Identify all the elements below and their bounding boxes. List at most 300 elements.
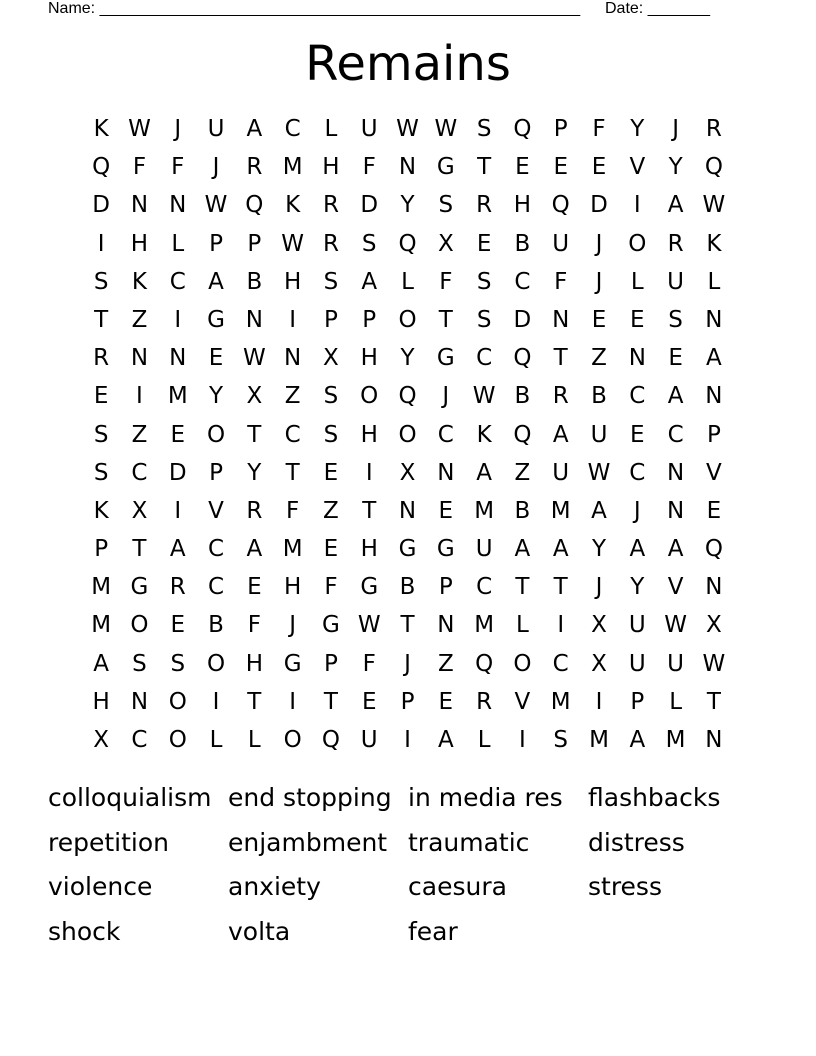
grid-letter: T bbox=[477, 154, 492, 181]
grid-letter: N bbox=[437, 612, 455, 639]
grid-letter: J bbox=[595, 574, 603, 601]
grid-letter: Q bbox=[245, 192, 264, 219]
grid-letter: U bbox=[628, 650, 646, 677]
word-bank-item: fear bbox=[408, 917, 458, 947]
grid-letter: L bbox=[209, 727, 223, 753]
grid-letter: Q bbox=[513, 116, 532, 142]
grid-letter: R bbox=[667, 230, 684, 257]
grid-letter: T bbox=[553, 574, 568, 601]
grid-letter: G bbox=[436, 536, 455, 563]
grid-letter: Q bbox=[551, 192, 570, 219]
grid-letter: N bbox=[284, 345, 302, 372]
grid-letter: Y bbox=[247, 459, 262, 486]
grid-letter: C bbox=[667, 421, 684, 448]
grid-letter: D bbox=[168, 459, 187, 486]
grid-letter: M bbox=[91, 612, 112, 639]
grid-letter: P bbox=[553, 116, 568, 142]
grid-letter: P bbox=[400, 688, 415, 715]
grid-letter: R bbox=[552, 383, 569, 410]
grid-letter: D bbox=[92, 192, 110, 219]
grid-letter: V bbox=[667, 574, 684, 601]
grid-letter: A bbox=[552, 421, 569, 448]
grid-letter: F bbox=[286, 497, 300, 524]
date-label: Date: bbox=[605, 0, 644, 17]
grid-letter: X bbox=[323, 345, 339, 372]
grid-letter: B bbox=[514, 383, 531, 410]
grid-letter: C bbox=[437, 421, 454, 448]
grid-letter: C bbox=[169, 268, 186, 295]
name-blank: ______________________________________________________ bbox=[99, 0, 581, 17]
grid-letter: X bbox=[93, 727, 110, 753]
grid-letter: E bbox=[476, 230, 492, 257]
word-bank-item: repetition bbox=[48, 827, 169, 857]
grid-letter: J bbox=[595, 230, 603, 257]
grid-letter: X bbox=[706, 612, 722, 639]
grid-letter: F bbox=[132, 154, 147, 181]
grid-letter: P bbox=[630, 688, 645, 715]
grid-letter: R bbox=[246, 497, 263, 524]
word-bank-item: stress bbox=[588, 872, 662, 902]
grid-letter: S bbox=[438, 192, 454, 219]
grid-letter: O bbox=[398, 421, 417, 448]
grid-letter: O bbox=[206, 650, 226, 677]
grid-letter: E bbox=[438, 497, 454, 524]
grid-letter: E bbox=[591, 306, 607, 333]
grid-letter: A bbox=[361, 268, 378, 295]
grid-letter: T bbox=[247, 421, 262, 448]
grid-letter: T bbox=[323, 688, 338, 715]
grid-letter: C bbox=[284, 421, 301, 448]
grid-letter: Q bbox=[513, 345, 532, 372]
grid-letter: C bbox=[208, 536, 225, 563]
grid-letter: E bbox=[668, 345, 683, 372]
grid-letter: Y bbox=[400, 345, 415, 372]
grid-letter: P bbox=[438, 574, 453, 601]
grid-letter: Q bbox=[475, 650, 494, 677]
word-bank-item: enjambment bbox=[228, 827, 388, 857]
grid-letter: I bbox=[174, 306, 182, 333]
grid-letter: S bbox=[323, 268, 339, 295]
grid-letter: Q bbox=[513, 421, 532, 448]
grid-letter: I bbox=[136, 383, 143, 410]
grid-letter: J bbox=[174, 116, 182, 142]
grid-letter: T bbox=[285, 459, 300, 486]
grid-letter: R bbox=[93, 345, 110, 372]
grid-letter: C bbox=[629, 459, 646, 486]
grid-letter: A bbox=[93, 650, 110, 677]
grid-letter: J bbox=[595, 268, 603, 295]
grid-letter: E bbox=[706, 497, 722, 524]
word-bank-item: traumatic bbox=[408, 827, 530, 857]
grid-letter: I bbox=[595, 688, 603, 715]
grid-letter: T bbox=[247, 688, 262, 715]
grid-letter: U bbox=[360, 727, 378, 753]
grid-letter: H bbox=[92, 688, 110, 715]
grid-letter: L bbox=[516, 612, 529, 639]
grid-letter: J bbox=[212, 154, 220, 181]
grid-letter: A bbox=[476, 459, 492, 486]
grid-letter: X bbox=[131, 497, 148, 524]
grid-letter: N bbox=[705, 306, 723, 333]
grid-letter: K bbox=[706, 230, 722, 257]
grid-letter: R bbox=[705, 116, 722, 142]
grid-letter: G bbox=[130, 574, 149, 601]
grid-letter: H bbox=[360, 345, 378, 372]
grid-letter: W bbox=[434, 116, 458, 142]
grid-letter: W bbox=[204, 192, 228, 219]
grid-letter: H bbox=[322, 154, 340, 181]
grid-letter: A bbox=[667, 536, 684, 563]
word-bank-item: flashbacks bbox=[588, 783, 721, 812]
grid-letter: K bbox=[476, 421, 492, 448]
grid-letter: W bbox=[472, 383, 496, 410]
grid-letter: E bbox=[93, 383, 109, 410]
header bbox=[48, 0, 710, 20]
grid-letter: Z bbox=[131, 306, 148, 333]
grid-letter: Z bbox=[591, 345, 607, 372]
grid-letter: X bbox=[399, 459, 416, 486]
grid-letter: S bbox=[93, 459, 109, 486]
grid-letter: H bbox=[130, 230, 149, 257]
grid-letter: Z bbox=[514, 459, 531, 486]
grid-letter: H bbox=[283, 268, 302, 295]
grid-letter: G bbox=[207, 306, 225, 333]
word-bank-item: end stopping bbox=[228, 783, 392, 812]
grid-letter: J bbox=[633, 497, 641, 524]
grid-letter: A bbox=[246, 536, 263, 563]
grid-letter: R bbox=[169, 574, 186, 601]
grid-letter: X bbox=[437, 230, 454, 257]
grid-letter: Y bbox=[668, 154, 683, 181]
grid-letter: P bbox=[706, 421, 721, 448]
grid-letter: M bbox=[550, 497, 571, 524]
grid-letter: F bbox=[592, 116, 606, 142]
grid-letter: M bbox=[474, 497, 495, 524]
grid-letter: N bbox=[398, 154, 417, 181]
grid-letter: A bbox=[629, 727, 646, 753]
word-bank-item: anxiety bbox=[228, 872, 321, 902]
grid-letter: U bbox=[207, 116, 225, 142]
grid-letter: A bbox=[591, 497, 607, 524]
grid-letter: N bbox=[130, 192, 149, 219]
grid-letter: I bbox=[289, 688, 297, 715]
grid-letter: L bbox=[477, 727, 491, 753]
grid-letter: F bbox=[554, 268, 568, 295]
grid-letter: L bbox=[324, 116, 338, 142]
grid-letter: G bbox=[436, 154, 455, 181]
grid-letter: S bbox=[476, 268, 492, 295]
grid-letter: S bbox=[553, 727, 569, 753]
grid-letter: A bbox=[514, 536, 531, 563]
grid-letter: Q bbox=[321, 727, 340, 753]
grid-letter: O bbox=[398, 306, 417, 333]
grid-letter: U bbox=[590, 421, 608, 448]
grid-letter: M bbox=[550, 688, 571, 715]
grid-letter: T bbox=[553, 345, 568, 372]
grid-letter: S bbox=[361, 230, 377, 257]
grid-letter: E bbox=[247, 574, 262, 601]
grid-letter: N bbox=[628, 345, 646, 372]
grid-letter: V bbox=[208, 497, 224, 524]
grid-letter: S bbox=[668, 306, 683, 333]
grid-letter: O bbox=[168, 727, 187, 753]
grid-letter: L bbox=[247, 727, 261, 753]
grid-letter: W bbox=[242, 345, 266, 372]
grid-letter: L bbox=[171, 230, 185, 257]
grid-letter: M bbox=[91, 574, 112, 601]
grid-letter: O bbox=[130, 612, 149, 639]
grid-letter: U bbox=[360, 116, 378, 142]
grid-letter: T bbox=[515, 574, 530, 601]
grid-letter: N bbox=[552, 306, 570, 333]
grid-letter: D bbox=[590, 192, 608, 219]
grid-letter: C bbox=[552, 650, 569, 677]
grid-letter: R bbox=[322, 230, 339, 257]
grid-letter: I bbox=[289, 306, 297, 333]
grid-letter: W bbox=[357, 612, 381, 639]
grid-letter: E bbox=[438, 688, 454, 715]
grid-letter: O bbox=[206, 421, 226, 448]
grid-letter: C bbox=[131, 459, 148, 486]
grid-letter: G bbox=[436, 345, 455, 372]
grid-letter: P bbox=[94, 536, 109, 563]
grid-letter: U bbox=[667, 268, 685, 295]
grid-letter: F bbox=[247, 612, 261, 639]
grid-letter: U bbox=[552, 459, 570, 486]
grid-letter: E bbox=[323, 536, 339, 563]
grid-letter: M bbox=[167, 383, 188, 410]
grid-letter: S bbox=[476, 116, 492, 142]
grid-letter: J bbox=[289, 612, 297, 639]
grid-letter: E bbox=[515, 154, 530, 181]
grid-letter: S bbox=[170, 650, 186, 677]
grid-letter: A bbox=[208, 268, 224, 295]
word-bank-item: colloquialism bbox=[48, 783, 212, 812]
grid-letter: A bbox=[246, 116, 263, 142]
grid-letter: I bbox=[519, 727, 526, 753]
grid-letter: K bbox=[285, 192, 301, 219]
grid-letter: G bbox=[360, 574, 379, 601]
letter-grid bbox=[82, 110, 733, 759]
word-bank bbox=[48, 778, 768, 957]
grid-letter: Q bbox=[398, 230, 417, 257]
grid-letter: T bbox=[438, 306, 453, 333]
grid-letter: I bbox=[97, 230, 105, 257]
grid-letter: O bbox=[168, 688, 187, 715]
grid-letter: G bbox=[322, 612, 340, 639]
grid-letter: T bbox=[132, 536, 147, 563]
grid-letter: W bbox=[702, 192, 726, 219]
grid-letter: P bbox=[209, 459, 223, 486]
word-bank-item: in media res bbox=[408, 783, 563, 812]
grid-letter: C bbox=[476, 345, 493, 372]
grid-letter: N bbox=[130, 345, 149, 372]
grid-letter: L bbox=[707, 268, 721, 295]
grid-letter: E bbox=[170, 421, 186, 448]
grid-letter: R bbox=[322, 192, 339, 219]
grid-letter: I bbox=[404, 727, 411, 753]
grid-letter: M bbox=[589, 727, 609, 753]
word-bank-item: distress bbox=[588, 827, 685, 857]
grid-letter: E bbox=[208, 345, 224, 372]
grid-letter: I bbox=[174, 497, 182, 524]
grid-letter: Z bbox=[284, 383, 301, 410]
grid-letter: T bbox=[94, 306, 109, 333]
grid-letter: O bbox=[283, 727, 302, 753]
grid-letter: B bbox=[514, 230, 531, 257]
grid-letter: N bbox=[705, 383, 723, 410]
grid-letter: B bbox=[514, 497, 531, 524]
word-bank-item: caesura bbox=[408, 872, 507, 902]
grid-letter: K bbox=[131, 268, 147, 295]
grid-letter: I bbox=[365, 459, 373, 486]
grid-letter: H bbox=[245, 650, 263, 677]
grid-letter: Q bbox=[92, 154, 111, 181]
grid-letter: E bbox=[170, 612, 186, 639]
grid-letter: S bbox=[323, 421, 339, 448]
grid-letter: N bbox=[437, 459, 455, 486]
grid-letter: Q bbox=[704, 154, 723, 181]
grid-letter: N bbox=[705, 727, 723, 753]
grid-letter: Y bbox=[591, 536, 607, 563]
grid-letter: O bbox=[360, 383, 379, 410]
word-bank-item: volta bbox=[228, 917, 291, 947]
grid-letter: I bbox=[557, 612, 565, 639]
grid-letter: L bbox=[630, 268, 644, 295]
grid-letter: W bbox=[128, 116, 151, 142]
grid-letter: J bbox=[404, 650, 411, 677]
grid-letter: Y bbox=[209, 383, 224, 410]
grid-letter: J bbox=[442, 383, 450, 410]
grid-letter: M bbox=[474, 612, 495, 639]
grid-letter: C bbox=[476, 574, 493, 601]
grid-letter: W bbox=[587, 459, 611, 486]
grid-letter: W bbox=[396, 116, 419, 142]
grid-letter: R bbox=[246, 154, 263, 181]
grid-letter: X bbox=[246, 383, 263, 410]
grid-letter: W bbox=[281, 230, 304, 257]
grid-letter: V bbox=[629, 154, 646, 181]
grid-letter: X bbox=[591, 612, 607, 639]
grid-letter: J bbox=[672, 116, 679, 142]
grid-letter: Z bbox=[437, 650, 454, 677]
grid-letter: U bbox=[667, 650, 685, 677]
grid-letter: U bbox=[475, 536, 493, 563]
grid-letter: A bbox=[629, 536, 646, 563]
name-label: Name: bbox=[48, 0, 96, 17]
grid-letter: Y bbox=[400, 192, 415, 219]
word-bank-item: shock bbox=[48, 917, 121, 947]
grid-letter: N bbox=[666, 497, 685, 524]
grid-letter: N bbox=[169, 345, 187, 372]
grid-letter: U bbox=[552, 230, 570, 257]
grid-letter: T bbox=[706, 688, 721, 715]
grid-letter: T bbox=[362, 497, 377, 524]
grid-letter: Q bbox=[398, 383, 417, 410]
grid-letter: W bbox=[702, 650, 726, 677]
grid-letter: B bbox=[591, 383, 607, 410]
page-title: Remains bbox=[305, 36, 511, 92]
grid-letter: P bbox=[362, 306, 377, 333]
grid-letter: E bbox=[361, 688, 377, 715]
grid-letter: C bbox=[629, 383, 646, 410]
grid-letter: A bbox=[667, 383, 684, 410]
grid-letter: E bbox=[630, 421, 645, 448]
grid-letter: A bbox=[552, 536, 569, 563]
grid-letter: C bbox=[208, 574, 225, 601]
word-bank-item: violence bbox=[48, 872, 153, 902]
grid-letter: I bbox=[212, 688, 220, 715]
grid-letter: N bbox=[666, 459, 685, 486]
grid-letter: A bbox=[437, 727, 454, 753]
grid-letter: H bbox=[513, 192, 532, 219]
grid-letter: V bbox=[706, 459, 722, 486]
grid-letter: D bbox=[360, 192, 379, 219]
grid-letter: M bbox=[665, 727, 686, 753]
grid-letter: R bbox=[476, 192, 493, 219]
grid-letter: A bbox=[667, 192, 684, 219]
grid-letter: R bbox=[476, 688, 493, 715]
grid-letter: S bbox=[476, 306, 492, 333]
grid-letter: N bbox=[705, 574, 723, 601]
grid-letter: G bbox=[283, 650, 302, 677]
grid-letter: F bbox=[324, 574, 338, 601]
grid-letter: L bbox=[669, 688, 683, 715]
grid-letter: E bbox=[323, 459, 339, 486]
grid-letter: H bbox=[360, 421, 378, 448]
grid-letter: M bbox=[282, 154, 303, 181]
grid-letter: S bbox=[93, 268, 109, 295]
grid-letter: X bbox=[591, 650, 607, 677]
grid-letter: F bbox=[362, 154, 376, 181]
grid-letter: H bbox=[360, 536, 378, 563]
grid-letter: G bbox=[398, 536, 417, 563]
grid-letter: M bbox=[282, 536, 303, 563]
grid-letter: P bbox=[209, 230, 223, 257]
grid-letter: N bbox=[245, 306, 263, 333]
grid-letter: B bbox=[246, 268, 263, 295]
grid-letter: T bbox=[400, 612, 415, 639]
date-blank: _______ bbox=[647, 0, 710, 17]
grid-letter: K bbox=[93, 116, 109, 142]
grid-letter: D bbox=[513, 306, 532, 333]
grid-letter: S bbox=[93, 421, 109, 448]
grid-letter: F bbox=[171, 154, 185, 181]
grid-letter: H bbox=[283, 574, 302, 601]
grid-letter: U bbox=[628, 612, 646, 639]
grid-letter: W bbox=[664, 612, 687, 639]
grid-letter: P bbox=[247, 230, 262, 257]
grid-letter: E bbox=[553, 154, 568, 181]
grid-letter: A bbox=[169, 536, 186, 563]
grid-letter: P bbox=[323, 306, 338, 333]
grid-letter: C bbox=[514, 268, 531, 295]
grid-letter: B bbox=[399, 574, 416, 601]
grid-letter: Y bbox=[630, 116, 645, 142]
grid-letter: F bbox=[439, 268, 453, 295]
grid-letter: N bbox=[130, 688, 149, 715]
grid-letter: E bbox=[630, 306, 645, 333]
grid-letter: C bbox=[284, 116, 301, 142]
grid-letter: Q bbox=[704, 536, 723, 563]
grid-letter: Y bbox=[630, 574, 645, 601]
grid-letter: S bbox=[323, 383, 339, 410]
grid-letter: N bbox=[169, 192, 187, 219]
grid-letter: E bbox=[591, 154, 607, 181]
grid-letter: O bbox=[628, 230, 647, 257]
grid-letter: A bbox=[706, 345, 722, 372]
grid-letter: K bbox=[93, 497, 109, 524]
